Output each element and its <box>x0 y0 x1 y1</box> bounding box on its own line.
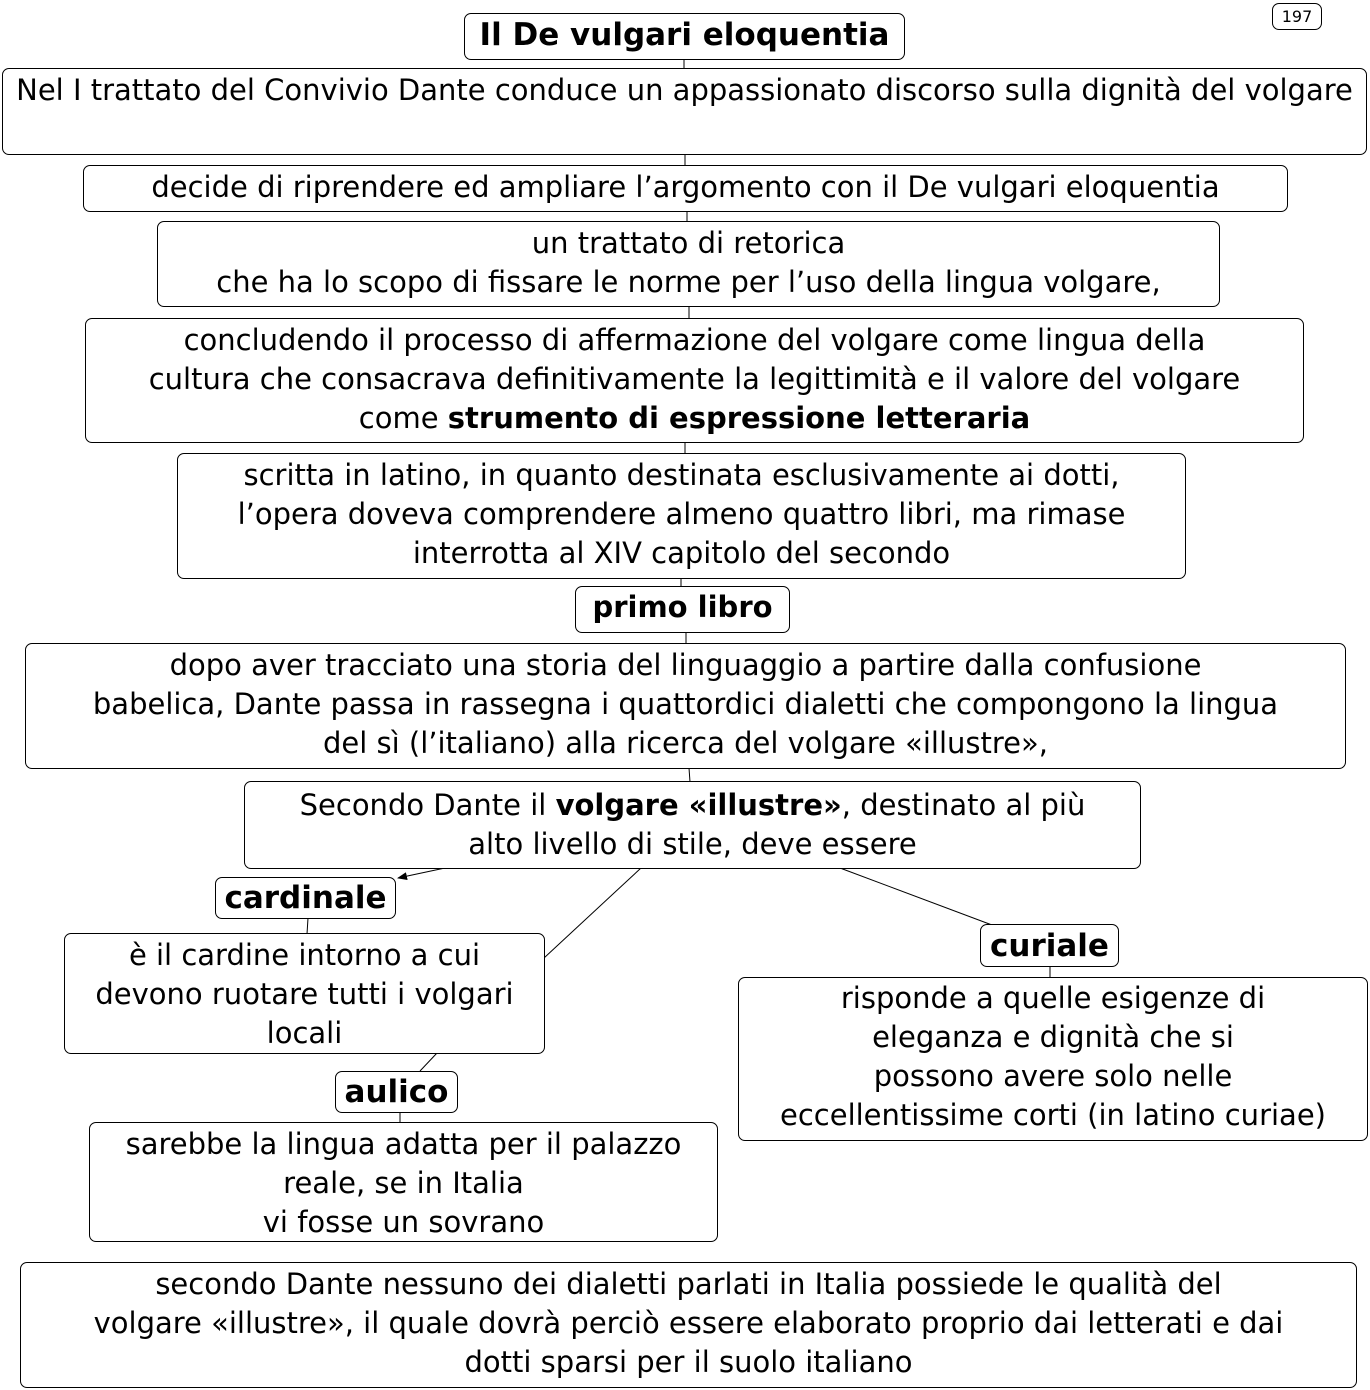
concludendo-line-2: cultura che consacrava definitivamente la legittimità e il valore del volgare <box>148 362 1241 396</box>
primo-libro-text: primo libro <box>592 590 773 624</box>
risponde-line-2: eleganza e dignità che si <box>872 1020 1234 1054</box>
dopo-node <box>25 643 1346 769</box>
finale-node <box>20 1262 1357 1388</box>
volgare-illustre-node <box>244 781 1141 869</box>
title-node <box>464 13 905 60</box>
concludendo-node <box>85 318 1304 443</box>
risponde-line-3: possono avere solo nelle <box>873 1059 1233 1093</box>
aulico-text: aulico <box>344 1074 449 1110</box>
finale-line-2: volgare «illustre», il quale dovrà perciò essere elaborato proprio dai letterati e dai <box>93 1306 1284 1340</box>
page-number-badge: 197 <box>1272 3 1322 30</box>
sarebbe-node <box>89 1122 718 1242</box>
concludendo-line-1: concludendo il processo di affermazione del volgare come lingua della <box>183 323 1206 357</box>
risponde-node <box>738 977 1368 1141</box>
secondo-line-2: alto livello di stile, deve essere <box>468 827 917 861</box>
concludendo-line-3-plain: come <box>358 401 448 435</box>
curiale-node <box>980 924 1119 967</box>
concludendo-line-3-bold: strumento di espressione letteraria <box>447 401 1031 435</box>
secondo-line-1-c: , destinato al più <box>841 788 1086 822</box>
finale-line-3: dotti sparsi per il suolo italiano <box>464 1345 913 1379</box>
dopo-line-3: del sì (l’italiano) alla ricerca del volgare «illustre», <box>323 726 1048 760</box>
secondo-line-1-bold: volgare «illustre» <box>555 788 842 822</box>
title-text: Il De vulgari eloquentia <box>479 17 890 53</box>
sarebbe-line-1: sarebbe la lingua adatta per il palazzo <box>125 1127 682 1161</box>
trattato-line-1: un trattato di retorica <box>531 226 846 260</box>
cardine-line-2: devono ruotare tutti i volgari <box>95 977 514 1011</box>
decide-node <box>83 165 1288 212</box>
cardine-node <box>64 933 545 1054</box>
trattato-line-2: che ha lo scopo di fissare le norme per l’uso della lingua volgare, <box>216 265 1161 299</box>
finale-line-1: secondo Dante nessuno dei dialetti parlati in Italia possiede le qualità del <box>155 1267 1222 1301</box>
primo-libro-node <box>575 586 790 633</box>
risponde-line-1: risponde a quelle esigenze di <box>840 981 1266 1015</box>
cardine-line-1: è il cardine intorno a cui <box>128 938 481 972</box>
risponde-line-4: eccellentissime corti (in latino curiae) <box>780 1098 1326 1132</box>
scritta-line-1: scritta in latino, in quanto destinata esclusivamente ai dotti, <box>243 458 1120 492</box>
scritta-node <box>177 453 1186 579</box>
cardinale-text: cardinale <box>224 880 387 916</box>
cardine-line-3: locali <box>266 1016 343 1050</box>
cardinale-node <box>215 877 396 919</box>
secondo-line-1 <box>249 786 1136 825</box>
curiale-text: curiale <box>990 928 1109 964</box>
sarebbe-line-3: vi fosse un sovrano <box>262 1205 545 1239</box>
convivio-text: Nel I trattato del Convivio Dante conduce un appassionato discorso sulla dignità del volgare <box>16 73 1353 107</box>
concludendo-line-3 <box>90 399 1299 438</box>
dopo-line-2: babelica, Dante passa in rassegna i quattordici dialetti che compongono la lingua <box>92 687 1279 721</box>
trattato-node <box>157 221 1220 307</box>
convivio-node <box>2 68 1367 155</box>
sarebbe-line-2: reale, se in Italia <box>283 1166 524 1200</box>
decide-text: decide di riprendere ed ampliare l’argomento con il De vulgari eloquentia <box>151 170 1220 204</box>
scritta-line-2: l’opera doveva comprendere almeno quattro libri, ma rimase <box>237 497 1126 531</box>
scritta-line-3: interrotta al XIV capitolo del secondo <box>412 536 951 570</box>
dopo-line-1: dopo aver tracciato una storia del linguaggio a partire dalla confusione <box>169 648 1202 682</box>
secondo-line-1-a: Secondo Dante il <box>299 788 556 822</box>
aulico-node <box>335 1071 458 1113</box>
